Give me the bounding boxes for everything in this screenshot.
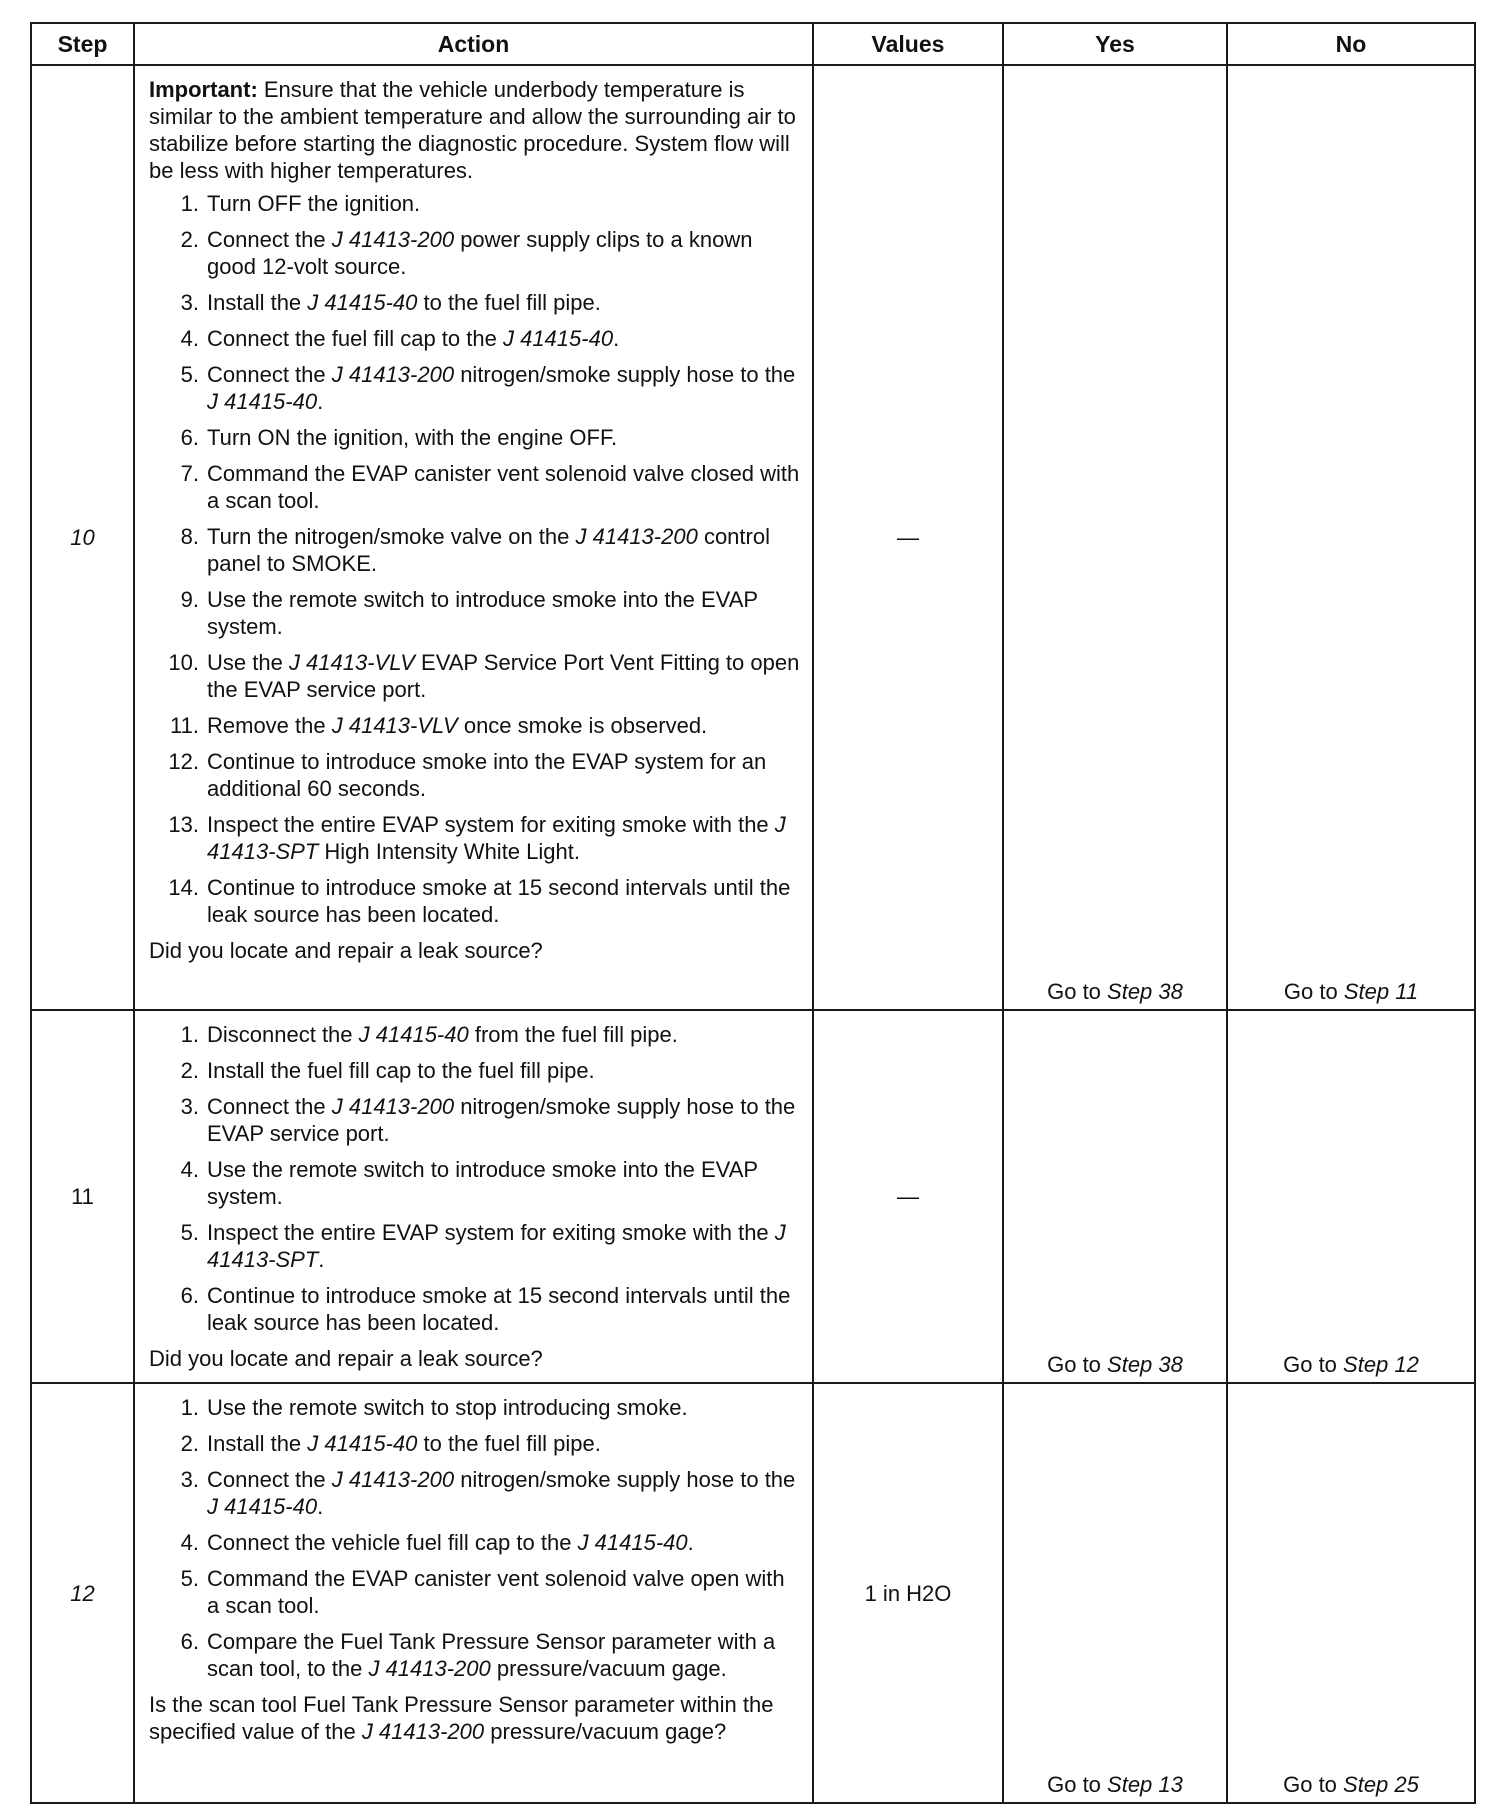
list-item-number: 3. [180, 290, 199, 315]
no-cell [1227, 65, 1475, 1010]
list-item-number: 9. [180, 587, 199, 612]
values-cell: — [813, 65, 1003, 1010]
list-item-number: 11. [170, 713, 199, 738]
no-step-link[interactable]: Step 25 [1343, 1772, 1419, 1797]
step-number: 10 [31, 65, 134, 1010]
list-item: 14. Continue to introduce smoke at 15 second intervals until the leak source has been located. [149, 874, 800, 928]
list-item-number: 2. [180, 1058, 199, 1083]
list-item: 3. Connect the J 41413-200 nitrogen/smoke supply hose to the J 41415-40. [149, 1466, 800, 1520]
no-cell [1227, 1010, 1475, 1383]
list-item-number: 1. [180, 1022, 199, 1047]
tool-reference: J 41413-200 [331, 1094, 455, 1119]
step-number: 11 [31, 1010, 134, 1383]
list-item: 6. Turn ON the ignition, with the engine OFF. [149, 424, 800, 451]
list-item-number: 5. [180, 1220, 199, 1245]
list-item: 5. Connect the J 41413-200 nitrogen/smoke supply hose to the J 41415-40. [149, 361, 800, 415]
important-text: Ensure that the vehicle underbody temperature is similar to the ambient temperature and allow the surrounding air to stabilize before starting the diagnostic procedure. System flow will be less with higher temperatures. [149, 77, 796, 183]
tool-reference: J 41415-40 [358, 1022, 469, 1047]
procedure-list [149, 190, 800, 928]
question-text: Did you locate and repair a leak source? [149, 938, 543, 963]
no-cell [1227, 1383, 1475, 1803]
list-item-number: 7. [180, 461, 199, 486]
list-item-number: 4. [180, 326, 199, 351]
tool-reference: J 41413-200 [575, 524, 698, 549]
action-cell [134, 1010, 813, 1383]
list-item: 4. Use the remote switch to introduce smoke into the EVAP system. [149, 1156, 800, 1210]
list-item: 7. Command the EVAP canister vent solenoid valve closed with a scan tool. [149, 460, 800, 514]
list-item-number: 6. [180, 1629, 199, 1654]
tool-reference: J 41413-200 [331, 362, 455, 387]
procedure-list [149, 1394, 800, 1682]
tool-reference: J 41413-SPT [207, 1220, 786, 1272]
list-item: 8. Turn the nitrogen/smoke valve on the J 41413-200 control panel to SMOKE. [149, 523, 800, 577]
list-item: 4. Connect the vehicle fuel fill cap to the J 41415-40. [149, 1529, 800, 1556]
list-item: 2. Connect the J 41413-200 power supply clips to a known good 12-volt source. [149, 226, 800, 280]
yes-cell [1003, 1010, 1227, 1383]
list-item-number: 4. [180, 1157, 199, 1182]
action-cell [134, 1383, 813, 1803]
tool-reference: J 41415-40 [577, 1530, 688, 1555]
no-prefix: Go to [1283, 1772, 1344, 1797]
header-row [31, 23, 1475, 65]
list-item: 11. Remove the J 41413-VLV once smoke is observed. [149, 712, 800, 739]
tool-reference: J 41413-200 [361, 1719, 485, 1744]
important-note [149, 76, 800, 184]
header-no: No [1227, 23, 1475, 65]
list-item-number: 5. [180, 362, 199, 387]
no-prefix: Go to [1283, 979, 1344, 1004]
list-item: 10. Use the J 41413-VLV EVAP Service Port Vent Fitting to open the EVAP service port. [149, 649, 800, 703]
question-text: Is the scan tool Fuel Tank Pressure Sensor parameter within the specified value of the J 41413-200 pressure/vacuum gage? [149, 1692, 774, 1744]
list-item-number: 12. [168, 749, 199, 774]
tool-reference: J 41413-VLV [288, 650, 415, 675]
tool-reference: J 41413-200 [331, 1467, 455, 1492]
header-action: Action [134, 23, 813, 65]
tool-reference: J 41413-200 [368, 1656, 491, 1681]
list-item: 4. Connect the fuel fill cap to the J 41415-40. [149, 325, 800, 352]
tool-reference: J 41415-40 [207, 389, 318, 414]
yes-step-link[interactable]: Step 38 [1107, 979, 1183, 1004]
table-row-step-10 [31, 65, 1475, 1010]
list-item-number: 8. [180, 524, 199, 549]
header-yes: Yes [1003, 23, 1227, 65]
yes-cell [1003, 65, 1227, 1010]
list-item-number: 3. [180, 1467, 199, 1492]
list-item: 6. Continue to introduce smoke at 15 second intervals until the leak source has been located. [149, 1282, 800, 1336]
diagnostic-table [30, 22, 1476, 1804]
table-row-step-12 [31, 1383, 1475, 1803]
list-item: 5. Inspect the entire EVAP system for exiting smoke with the J 41413-SPT. [149, 1219, 800, 1273]
list-item: 6. Compare the Fuel Tank Pressure Sensor parameter with a scan tool, to the J 41413-200 pressure/vacuum gage. [149, 1628, 800, 1682]
tool-reference: J 41415-40 [207, 1494, 318, 1519]
tool-reference: J 41415-40 [307, 1431, 418, 1456]
list-item-number: 4. [180, 1530, 199, 1555]
list-item: 3. Install the J 41415-40 to the fuel fill pipe. [149, 289, 800, 316]
list-item-number: 3. [180, 1094, 199, 1119]
list-item: 12. Continue to introduce smoke into the EVAP system for an additional 60 seconds. [149, 748, 800, 802]
procedure-list [149, 1021, 800, 1336]
list-item-number: 1. [180, 1395, 199, 1420]
action-cell [134, 65, 813, 1010]
list-item: 13. Inspect the entire EVAP system for exiting smoke with the J 41413-SPT High Intensity White Light. [149, 811, 800, 865]
important-label: Important: [149, 77, 258, 102]
list-item-number: 5. [180, 1566, 199, 1591]
list-item: 1. Disconnect the J 41415-40 from the fuel fill pipe. [149, 1021, 800, 1048]
list-item-number: 6. [180, 1283, 199, 1308]
yes-step-link[interactable]: Step 13 [1107, 1772, 1183, 1797]
values-cell: — [813, 1010, 1003, 1383]
yes-prefix: Go to [1047, 1352, 1108, 1377]
tool-reference: J 41415-40 [502, 326, 614, 351]
list-item: 1. Turn OFF the ignition. [149, 190, 800, 217]
list-item-number: 2. [180, 227, 199, 252]
list-item-number: 6. [180, 425, 199, 450]
header-values: Values [813, 23, 1003, 65]
tool-reference: J 41413-SPT [207, 812, 786, 864]
list-item-number: 10. [168, 650, 199, 675]
tool-reference: J 41413-200 [331, 227, 455, 252]
list-item-number: 14. [168, 875, 199, 900]
list-item-number: 2. [180, 1431, 199, 1456]
yes-cell [1003, 1383, 1227, 1803]
list-item-number: 13. [168, 812, 199, 837]
step-number: 12 [31, 1383, 134, 1803]
list-item: 3. Connect the J 41413-200 nitrogen/smoke supply hose to the EVAP service port. [149, 1093, 800, 1147]
list-item: 2. Install the fuel fill cap to the fuel fill pipe. [149, 1057, 800, 1084]
no-step-link[interactable]: Step 12 [1343, 1352, 1419, 1377]
question-text: Did you locate and repair a leak source? [149, 1346, 543, 1371]
list-item: 1. Use the remote switch to stop introducing smoke. [149, 1394, 800, 1421]
list-item-number: 1. [180, 191, 199, 216]
no-step-link[interactable]: Step 11 [1343, 979, 1419, 1004]
table-row-step-11 [31, 1010, 1475, 1383]
list-item: 9. Use the remote switch to introduce smoke into the EVAP system. [149, 586, 800, 640]
yes-step-link[interactable]: Step 38 [1107, 1352, 1183, 1377]
tool-reference: J 41413-VLV [331, 713, 458, 738]
yes-prefix: Go to [1047, 1772, 1108, 1797]
values-cell: 1 in H2O [813, 1383, 1003, 1803]
no-prefix: Go to [1283, 1352, 1344, 1377]
header-step: Step [31, 23, 134, 65]
list-item: 2. Install the J 41415-40 to the fuel fill pipe. [149, 1430, 800, 1457]
tool-reference: J 41415-40 [307, 290, 418, 315]
list-item: 5. Command the EVAP canister vent solenoid valve open with a scan tool. [149, 1565, 800, 1619]
yes-prefix: Go to [1047, 979, 1108, 1004]
